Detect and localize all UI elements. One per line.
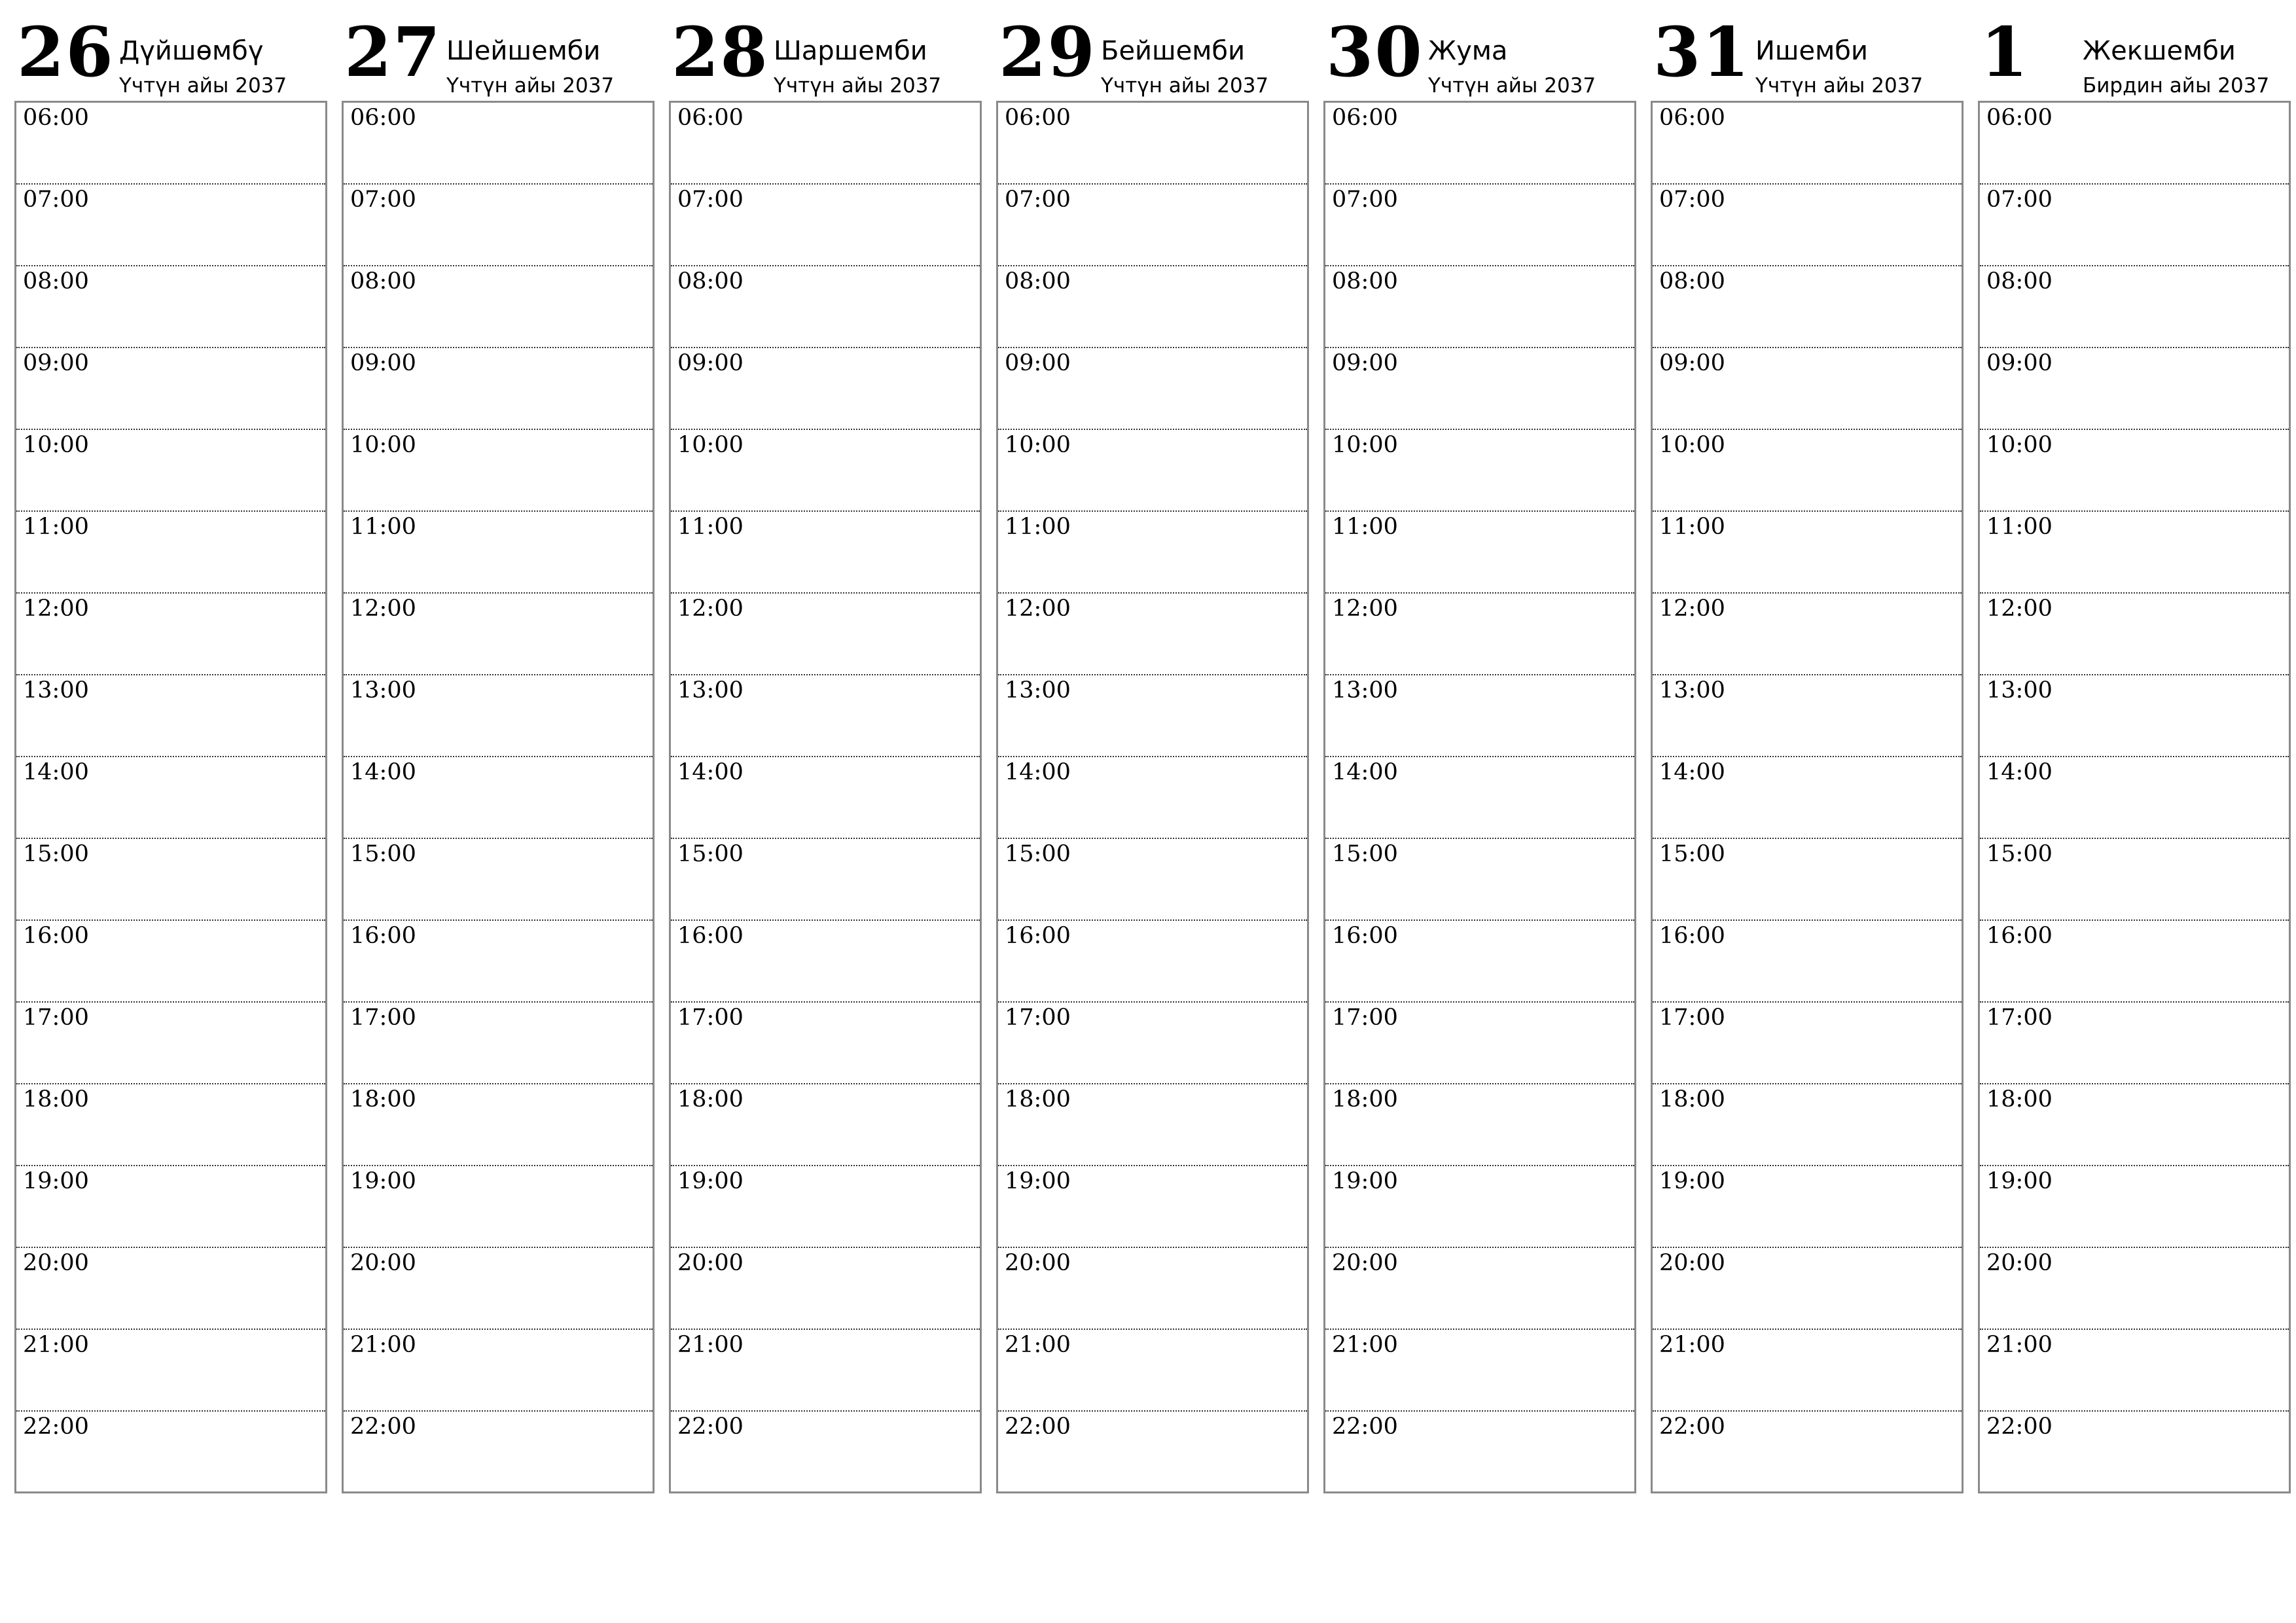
hour-label: 21:00 [1986, 1332, 2053, 1358]
hour-slot[interactable] [998, 1003, 1307, 1084]
hour-slot[interactable] [344, 512, 653, 594]
month-year: Үчтүн айы 2037 [1755, 74, 1924, 98]
hour-slot[interactable] [1325, 1248, 1634, 1330]
hour-slot[interactable] [1325, 1003, 1634, 1084]
hour-slot[interactable] [1653, 266, 1962, 348]
hour-slot[interactable] [344, 185, 653, 266]
hour-label: 11:00 [23, 514, 89, 540]
hour-slot[interactable] [16, 1412, 325, 1492]
day-number: 30 [1326, 12, 1424, 92]
hour-slot[interactable] [344, 675, 653, 757]
hour-slot[interactable] [1653, 430, 1962, 512]
hour-slot[interactable] [671, 675, 980, 757]
hour-slot[interactable] [344, 103, 653, 185]
day-name: Бейшемби [1101, 36, 1246, 66]
hour-label: 13:00 [677, 677, 744, 704]
hour-slot[interactable] [1325, 757, 1634, 839]
hour-label: 08:00 [1332, 268, 1398, 294]
hour-slot[interactable] [671, 594, 980, 675]
day-column [1978, 13, 2291, 1493]
hours-box [996, 101, 1309, 1493]
hour-label: 20:00 [1005, 1250, 1071, 1276]
hour-slot[interactable] [1980, 512, 2289, 594]
hour-label: 21:00 [1005, 1332, 1071, 1358]
hour-slot[interactable] [1980, 1330, 2289, 1412]
hour-label: 09:00 [1986, 350, 2053, 376]
hour-label: 22:00 [1659, 1414, 1725, 1440]
hour-slot[interactable] [1653, 921, 1962, 1003]
hour-slot[interactable] [671, 430, 980, 512]
hour-slot[interactable] [1980, 348, 2289, 430]
hour-slot[interactable] [671, 512, 980, 594]
hour-slot[interactable] [1325, 1412, 1634, 1492]
hour-label: 14:00 [23, 759, 89, 785]
hour-label: 12:00 [23, 596, 89, 622]
hour-label: 17:00 [1986, 1005, 2053, 1031]
hour-slot[interactable] [344, 1248, 653, 1330]
hour-slot[interactable] [998, 185, 1307, 266]
hour-label: 11:00 [350, 514, 416, 540]
hour-label: 13:00 [1332, 677, 1398, 704]
hour-label: 19:00 [1659, 1168, 1725, 1194]
hour-slot[interactable] [998, 348, 1307, 430]
day-name: Жума [1428, 36, 1508, 66]
hour-slot[interactable] [1653, 1248, 1962, 1330]
hour-label: 08:00 [1005, 268, 1071, 294]
hour-label: 22:00 [1005, 1414, 1071, 1440]
hour-label: 16:00 [1332, 923, 1398, 949]
hour-label: 07:00 [350, 187, 416, 213]
hour-label: 18:00 [1986, 1086, 2053, 1113]
hour-slot[interactable] [16, 185, 325, 266]
hour-label: 17:00 [1659, 1005, 1725, 1031]
day-column [1651, 13, 1964, 1493]
hour-label: 09:00 [1659, 350, 1725, 376]
hour-label: 19:00 [23, 1168, 89, 1194]
hour-label: 12:00 [1659, 596, 1725, 622]
day-name: Шаршемби [774, 36, 927, 66]
hour-label: 22:00 [677, 1414, 744, 1440]
hour-label: 16:00 [677, 923, 744, 949]
hour-slot[interactable] [671, 1084, 980, 1166]
hour-slot[interactable] [16, 512, 325, 594]
hours-box [669, 101, 982, 1493]
month-year: Үчтүн айы 2037 [774, 74, 942, 98]
hour-slot[interactable] [16, 1248, 325, 1330]
hour-slot[interactable] [998, 512, 1307, 594]
hour-slot[interactable] [1325, 1330, 1634, 1412]
hour-slot[interactable] [1980, 1412, 2289, 1492]
hour-label: 10:00 [350, 432, 416, 458]
hour-slot[interactable] [16, 430, 325, 512]
hour-slot[interactable] [1653, 185, 1962, 266]
hour-label: 17:00 [1332, 1005, 1398, 1031]
hour-slot[interactable] [344, 1084, 653, 1166]
hour-slot[interactable] [1980, 675, 2289, 757]
hour-slot[interactable] [1653, 1412, 1962, 1492]
hour-label: 08:00 [23, 268, 89, 294]
hour-label: 09:00 [23, 350, 89, 376]
hour-label: 09:00 [677, 350, 744, 376]
day-name: Ишемби [1755, 36, 1868, 66]
hour-slot[interactable] [671, 348, 980, 430]
hour-label: 22:00 [1332, 1414, 1398, 1440]
hour-slot[interactable] [1653, 594, 1962, 675]
hour-label: 20:00 [677, 1250, 744, 1276]
hour-label: 13:00 [1986, 677, 2053, 704]
hour-slot[interactable] [671, 1166, 980, 1248]
hour-slot[interactable] [344, 266, 653, 348]
hour-label: 07:00 [677, 187, 744, 213]
hour-slot[interactable] [16, 1003, 325, 1084]
hours-box [342, 101, 655, 1493]
day-number: 29 [999, 12, 1096, 92]
hour-slot[interactable] [344, 757, 653, 839]
hour-slot[interactable] [1980, 266, 2289, 348]
hour-slot[interactable] [1980, 1166, 2289, 1248]
hour-label: 13:00 [1005, 677, 1071, 704]
month-year: Үчтүн айы 2037 [1101, 74, 1269, 98]
hour-slot[interactable] [1325, 430, 1634, 512]
hour-label: 12:00 [1005, 596, 1071, 622]
hour-label: 16:00 [1005, 923, 1071, 949]
hour-slot[interactable] [1653, 1166, 1962, 1248]
hour-slot[interactable] [998, 921, 1307, 1003]
hour-slot[interactable] [1325, 675, 1634, 757]
hour-slot[interactable] [998, 430, 1307, 512]
hour-slot[interactable] [1980, 1084, 2289, 1166]
day-header [996, 13, 1309, 101]
hour-slot[interactable] [671, 921, 980, 1003]
hours-box [14, 101, 327, 1493]
hour-label: 06:00 [1659, 105, 1725, 131]
hour-slot[interactable] [998, 594, 1307, 675]
hour-slot[interactable] [1325, 1166, 1634, 1248]
hour-label: 06:00 [1986, 105, 2053, 131]
hour-label: 14:00 [350, 759, 416, 785]
hour-slot[interactable] [1980, 1003, 2289, 1084]
month-year: Үчтүн айы 2037 [1428, 74, 1596, 98]
hour-slot[interactable] [344, 348, 653, 430]
hour-slot[interactable] [671, 757, 980, 839]
hour-label: 09:00 [350, 350, 416, 376]
hour-slot[interactable] [998, 839, 1307, 921]
hour-slot[interactable] [671, 1412, 980, 1492]
hour-slot[interactable] [1325, 839, 1634, 921]
hour-slot[interactable] [671, 1248, 980, 1330]
hour-label: 20:00 [23, 1250, 89, 1276]
hour-slot[interactable] [1980, 757, 2289, 839]
hour-label: 11:00 [677, 514, 744, 540]
hour-slot[interactable] [344, 1412, 653, 1492]
hour-slot[interactable] [998, 1084, 1307, 1166]
hour-label: 16:00 [23, 923, 89, 949]
hour-label: 09:00 [1005, 350, 1071, 376]
hour-label: 10:00 [1332, 432, 1398, 458]
hour-label: 20:00 [1659, 1250, 1725, 1276]
hour-label: 20:00 [350, 1250, 416, 1276]
hour-slot[interactable] [344, 430, 653, 512]
hour-slot[interactable] [1325, 594, 1634, 675]
hour-label: 17:00 [23, 1005, 89, 1031]
hour-label: 14:00 [677, 759, 744, 785]
hour-slot[interactable] [16, 1330, 325, 1412]
hour-label: 17:00 [677, 1005, 744, 1031]
hour-label: 11:00 [1986, 514, 2053, 540]
hour-label: 07:00 [1332, 187, 1398, 213]
hour-slot[interactable] [998, 1248, 1307, 1330]
month-year: Үчтүн айы 2037 [446, 74, 615, 98]
day-header [1323, 13, 1636, 101]
day-number: 1 [1981, 12, 2030, 92]
hour-label: 10:00 [1986, 432, 2053, 458]
hour-slot[interactable] [16, 1084, 325, 1166]
hour-label: 17:00 [350, 1005, 416, 1031]
hour-label: 07:00 [23, 187, 89, 213]
hour-label: 14:00 [1005, 759, 1071, 785]
hour-label: 09:00 [1332, 350, 1398, 376]
day-number: 27 [344, 12, 442, 92]
hour-slot[interactable] [1325, 185, 1634, 266]
hour-slot[interactable] [671, 266, 980, 348]
hour-slot[interactable] [1653, 675, 1962, 757]
hour-slot[interactable] [1980, 185, 2289, 266]
hour-slot[interactable] [344, 921, 653, 1003]
month-year: Бирдин айы 2037 [2083, 74, 2270, 98]
hour-slot[interactable] [344, 1003, 653, 1084]
hour-label: 10:00 [677, 432, 744, 458]
hour-label: 15:00 [23, 841, 89, 867]
hour-label: 14:00 [1659, 759, 1725, 785]
hour-label: 19:00 [350, 1168, 416, 1194]
day-number: 31 [1653, 12, 1751, 92]
hour-label: 11:00 [1659, 514, 1725, 540]
day-number: 26 [17, 12, 115, 92]
hour-label: 20:00 [1332, 1250, 1398, 1276]
hour-label: 21:00 [1332, 1332, 1398, 1358]
hour-slot[interactable] [1325, 348, 1634, 430]
hour-slot[interactable] [344, 1330, 653, 1412]
hour-slot[interactable] [344, 594, 653, 675]
hour-slot[interactable] [1325, 921, 1634, 1003]
day-header [1978, 13, 2291, 101]
day-name: Дүйшөмбү [119, 36, 264, 66]
hour-slot[interactable] [1653, 757, 1962, 839]
hour-slot[interactable] [998, 757, 1307, 839]
month-year: Үчтүн айы 2037 [119, 74, 287, 98]
hour-label: 12:00 [1986, 596, 2053, 622]
hours-box [1978, 101, 2291, 1493]
hour-label: 17:00 [1005, 1005, 1071, 1031]
hour-slot[interactable] [671, 839, 980, 921]
hour-slot[interactable] [1325, 512, 1634, 594]
hour-slot[interactable] [1980, 921, 2289, 1003]
day-name: Жекшемби [2083, 36, 2236, 66]
day-number: 28 [672, 12, 769, 92]
hour-label: 21:00 [350, 1332, 416, 1358]
hour-label: 15:00 [1332, 841, 1398, 867]
hour-slot[interactable] [1325, 266, 1634, 348]
hour-label: 10:00 [23, 432, 89, 458]
hour-label: 15:00 [1005, 841, 1071, 867]
hour-label: 07:00 [1986, 187, 2053, 213]
hour-slot[interactable] [1653, 103, 1962, 185]
hour-slot[interactable] [671, 185, 980, 266]
hour-label: 16:00 [1659, 923, 1725, 949]
hour-slot[interactable] [16, 921, 325, 1003]
hour-slot[interactable] [671, 1003, 980, 1084]
hour-slot[interactable] [16, 675, 325, 757]
hour-label: 16:00 [1986, 923, 2053, 949]
day-header [1651, 13, 1964, 101]
hour-label: 19:00 [1986, 1168, 2053, 1194]
hour-slot[interactable] [1980, 839, 2289, 921]
hour-label: 08:00 [350, 268, 416, 294]
hour-label: 21:00 [1659, 1332, 1725, 1358]
hour-slot[interactable] [344, 839, 653, 921]
hour-label: 11:00 [1332, 514, 1398, 540]
hour-slot[interactable] [1653, 512, 1962, 594]
day-column [342, 13, 655, 1493]
hour-slot[interactable] [1653, 1330, 1962, 1412]
hour-label: 13:00 [350, 677, 416, 704]
hour-label: 12:00 [677, 596, 744, 622]
hour-label: 22:00 [350, 1414, 416, 1440]
hour-label: 06:00 [1005, 105, 1071, 131]
hour-label: 18:00 [23, 1086, 89, 1113]
hour-slot[interactable] [998, 1412, 1307, 1492]
hour-label: 06:00 [350, 105, 416, 131]
hour-label: 18:00 [1005, 1086, 1071, 1113]
hour-slot[interactable] [1325, 103, 1634, 185]
hour-label: 19:00 [1332, 1168, 1398, 1194]
hour-label: 15:00 [1986, 841, 2053, 867]
hour-slot[interactable] [344, 1166, 653, 1248]
hour-slot[interactable] [1325, 1084, 1634, 1166]
hour-label: 13:00 [23, 677, 89, 704]
hour-label: 19:00 [677, 1168, 744, 1194]
hour-slot[interactable] [16, 839, 325, 921]
hour-label: 11:00 [1005, 514, 1071, 540]
hour-label: 16:00 [350, 923, 416, 949]
hour-slot[interactable] [1980, 430, 2289, 512]
hour-slot[interactable] [998, 1166, 1307, 1248]
hour-label: 06:00 [1332, 105, 1398, 131]
hour-label: 15:00 [350, 841, 416, 867]
hour-label: 10:00 [1659, 432, 1725, 458]
hour-label: 20:00 [1986, 1250, 2053, 1276]
hour-slot[interactable] [998, 103, 1307, 185]
hour-label: 15:00 [1659, 841, 1725, 867]
hour-slot[interactable] [998, 266, 1307, 348]
hour-label: 12:00 [350, 596, 416, 622]
hour-label: 18:00 [350, 1086, 416, 1113]
day-column [1323, 13, 1636, 1493]
hour-label: 21:00 [677, 1332, 744, 1358]
hour-label: 13:00 [1659, 677, 1725, 704]
hour-label: 21:00 [23, 1332, 89, 1358]
hour-label: 08:00 [1986, 268, 2053, 294]
hour-slot[interactable] [998, 1330, 1307, 1412]
hour-label: 12:00 [1332, 596, 1398, 622]
hour-slot[interactable] [1653, 1003, 1962, 1084]
hours-box [1323, 101, 1636, 1493]
hour-slot[interactable] [16, 594, 325, 675]
hour-label: 14:00 [1986, 759, 2053, 785]
day-name: Шейшемби [446, 36, 601, 66]
weekly-planner [14, 13, 2291, 1493]
day-header [669, 13, 982, 101]
hour-slot[interactable] [1653, 348, 1962, 430]
hour-label: 19:00 [1005, 1168, 1071, 1194]
day-column [14, 13, 327, 1493]
hour-label: 07:00 [1659, 187, 1725, 213]
hour-slot[interactable] [16, 103, 325, 185]
hour-slot[interactable] [1980, 103, 2289, 185]
hour-label: 18:00 [677, 1086, 744, 1113]
hour-slot[interactable] [671, 1330, 980, 1412]
day-column [669, 13, 982, 1493]
hour-slot[interactable] [998, 675, 1307, 757]
day-header [14, 13, 327, 101]
hour-label: 22:00 [23, 1414, 89, 1440]
hour-slot[interactable] [1980, 1248, 2289, 1330]
hour-slot[interactable] [671, 103, 980, 185]
hour-label: 14:00 [1332, 759, 1398, 785]
hour-slot[interactable] [1653, 839, 1962, 921]
hour-slot[interactable] [16, 266, 325, 348]
hour-label: 08:00 [677, 268, 744, 294]
hours-box [1651, 101, 1964, 1493]
hour-label: 15:00 [677, 841, 744, 867]
hour-slot[interactable] [16, 757, 325, 839]
hour-slot[interactable] [16, 348, 325, 430]
day-header [342, 13, 655, 101]
hour-label: 07:00 [1005, 187, 1071, 213]
hour-label: 06:00 [677, 105, 744, 131]
hour-label: 18:00 [1332, 1086, 1398, 1113]
hour-label: 22:00 [1986, 1414, 2053, 1440]
hour-label: 08:00 [1659, 268, 1725, 294]
hour-label: 18:00 [1659, 1086, 1725, 1113]
hour-label: 06:00 [23, 105, 89, 131]
hour-slot[interactable] [16, 1166, 325, 1248]
hour-slot[interactable] [1653, 1084, 1962, 1166]
hour-label: 10:00 [1005, 432, 1071, 458]
hour-slot[interactable] [1980, 594, 2289, 675]
day-column [996, 13, 1309, 1493]
